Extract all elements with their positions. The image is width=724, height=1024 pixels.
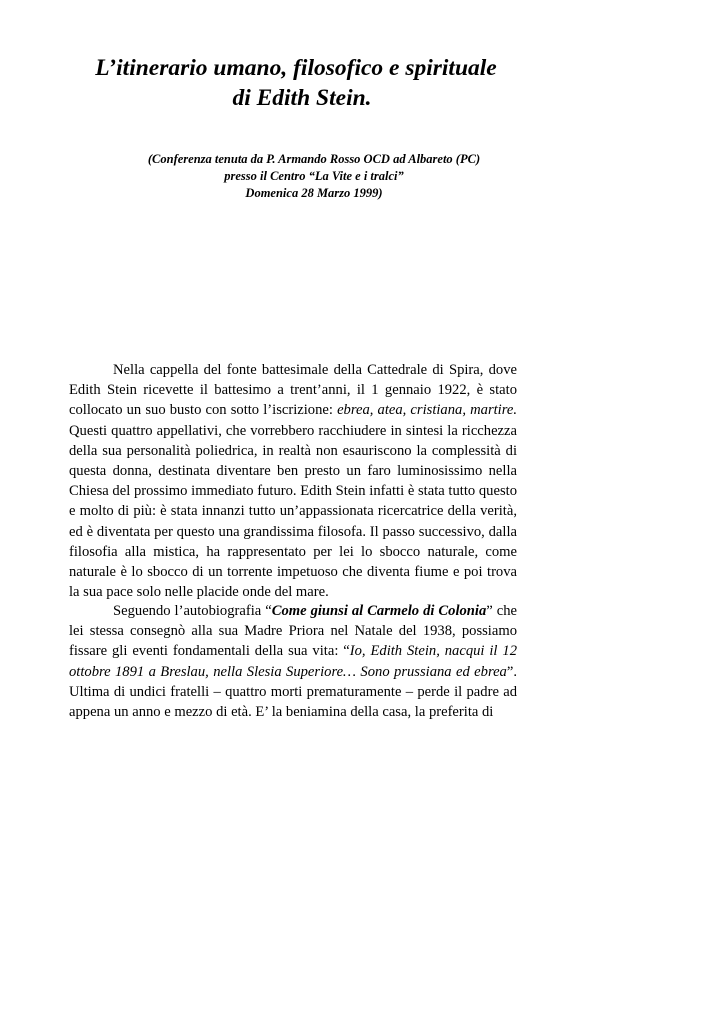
paragraph-2-quote: Io, Edith Stein, nacqui il 12 ottobre 1891 a Breslau, nella Slesia Superiore… Sono prussiana ed ebrea	[69, 643, 517, 680]
paragraph-1-inscription: ebrea, atea, cristiana, martire.	[337, 402, 517, 419]
paragraph-2-text-a: Seguendo l’autobiografia “	[113, 603, 272, 619]
paragraph-2-text-c: ”. Ultima di undici fratelli – quattro morti prematuramente – perde il padre ad appena un anno e mezzo di età. E’ la beniamina della casa, la preferita di	[69, 663, 517, 721]
paragraph-1-text-b: Questi quattro appellativi, che vorrebbero racchiudere in sintesi la ricchezza della sua personalità poliedrica, in realtà non esauriscono la complessità di questa donna, destinata diventare ben presto un faro luminosissimo nella Chiesa del prossimo immediato futuro. Edith Stein infatti è stata tutto questo e molto di più: è stata innanzi tutto un’appassionata ricercatrice della verità, ed è diventata per questo una grandissima filosofa. Il passo successivo, dalla filosofia alla mistica, ha rappresentato per lei lo sbocco naturale, come naturale è lo sbocco di un torrente impetuoso che diventa fiume e poi trova la sua pace solo nelle placide onde del mare.	[69, 422, 517, 601]
page-title-line-2: di Edith Stein.	[232, 85, 372, 111]
subtitle-line-3: Domenica 28 Marzo 1999)	[245, 186, 383, 200]
subtitle-line-2: presso il Centro “La Vite e i tralci”	[224, 169, 404, 183]
paragraph-2	[69, 601, 517, 722]
paragraph-2-text-b: ” che lei stessa consegnò alla sua Madre Priora nel Natale del 1938, possiamo fissare gli eventi fondamentali della sua vita: “	[69, 603, 517, 660]
page-title-line-1: L’itinerario umano, filosofico e spirituale	[95, 55, 497, 81]
paragraph-2-book-title: Come giunsi al Carmelo di Colonia	[271, 603, 487, 619]
subtitle-line-1: (Conferenza tenuta da P. Armando Rosso OCD ad Albareto (PC)	[147, 152, 481, 166]
paragraph-1	[69, 360, 517, 602]
paragraph-1-text-a: Nella cappella del fonte battesimale della Cattedrale di Spira, dove Edith Stein ricevette il battesimo a trent’anni, il 1 gennaio 1922, è stato collocato un suo busto con sotto l’iscrizione:	[69, 362, 517, 419]
